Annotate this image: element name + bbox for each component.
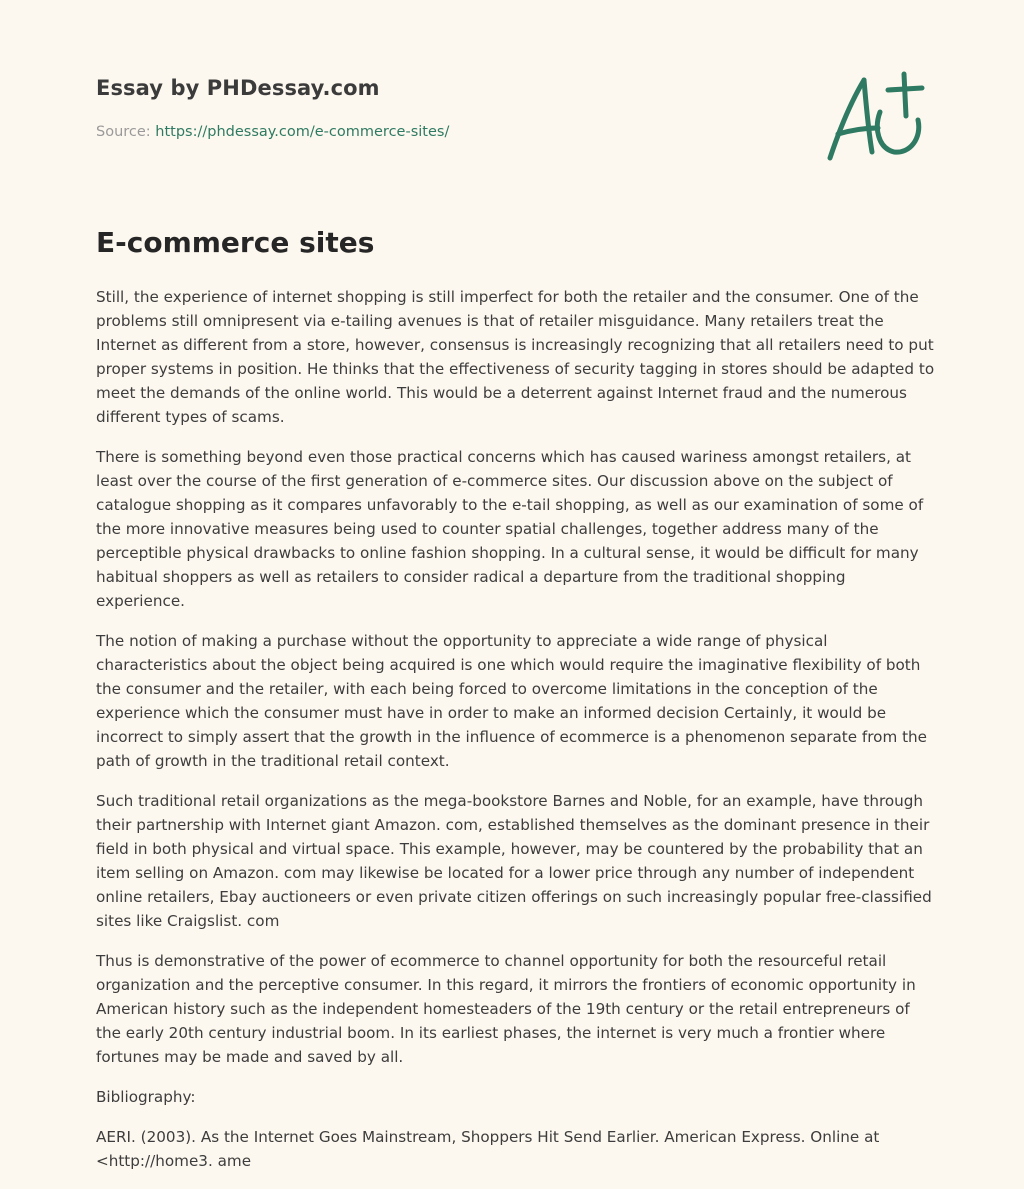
source-link[interactable]: https://phdessay.com/e-commerce-sites/ [155,124,450,140]
source-label: Source: [96,124,151,140]
site-title: Essay by PHDessay.com [96,76,380,100]
essay-body [96,285,936,1189]
bibliography-heading: Bibliography: [96,1088,196,1106]
source-line [96,124,449,140]
bibliography-entry: AERI. (2003). As the Internet Goes Mainstream, Shoppers Hit Send Earlier. American Express. Online at <http://home3. ame [96,1128,880,1170]
paragraph: There is something beyond even those practical concerns which has caused wariness amongst retailers, at least over the course of the first generation of e-commerce sites. Our discussion above on the subject of catalogue shopping as it compares unfavorably to the e-tail shopping, as well as our examination of some of the more innovative measures being used to counter spatial challenges, together address many of the perceptible physical drawbacks to online fashion shopping. In a cultural sense, it would be difficult for many habitual shoppers as well as retailers to consider radical a departure from the traditional shopping experience. [96,448,924,610]
paragraph: Thus is demonstrative of the power of ecommerce to channel opportunity for both the resourceful retail organization and the perceptive consumer. In this regard, it mirrors the frontiers of economic opportunity in American history such as the independent homesteaders of the 19th century or the retail entrepreneurs of the early 20th century industrial boom. In its earliest phases, the internet is very much a frontier where fortunes may be made and saved by all. [96,952,916,1066]
essay-title: E-commerce sites [96,226,375,259]
paragraph: Such traditional retail organizations as the mega-bookstore Barnes and Noble, for an example, have through their partnership with Internet giant Amazon. com, established themselves as the dominant presence in their field in both physical and virtual space. This example, however, may be countered by the probability that an item selling on Amazon. com may likewise be located for a lower price through any number of independent online retailers, Ebay auctioneers or even private citizen offerings on such increasingly popular free-classified sites like Craigslist. com [96,792,932,930]
a-plus-logo-icon [818,66,928,166]
paragraph: Still, the experience of internet shopping is still imperfect for both the retailer and the consumer. One of the problems still omnipresent via e-tailing avenues is that of retailer misguidance. Many retailers treat the Internet as different from a store, however, consensus is increasingly recognizing that all retailers need to put proper systems in position. He thinks that the effectiveness of security tagging in stores should be adapted to meet the demands of the online world. This would be a deterrent against Internet fraud and the numerous different types of scams. [96,288,935,426]
paragraph: The notion of making a purchase without the opportunity to appreciate a wide range of physical characteristics about the object being acquired is one which would require the imaginative flexibility of both the consumer and the retailer, with each being forced to overcome limitations in the conception of the experience which the consumer must have in order to make an informed decision Certainly, it would be incorrect to simply assert that the growth in the influence of ecommerce is a phenomenon separate from the path of growth in the traditional retail context. [96,632,928,770]
